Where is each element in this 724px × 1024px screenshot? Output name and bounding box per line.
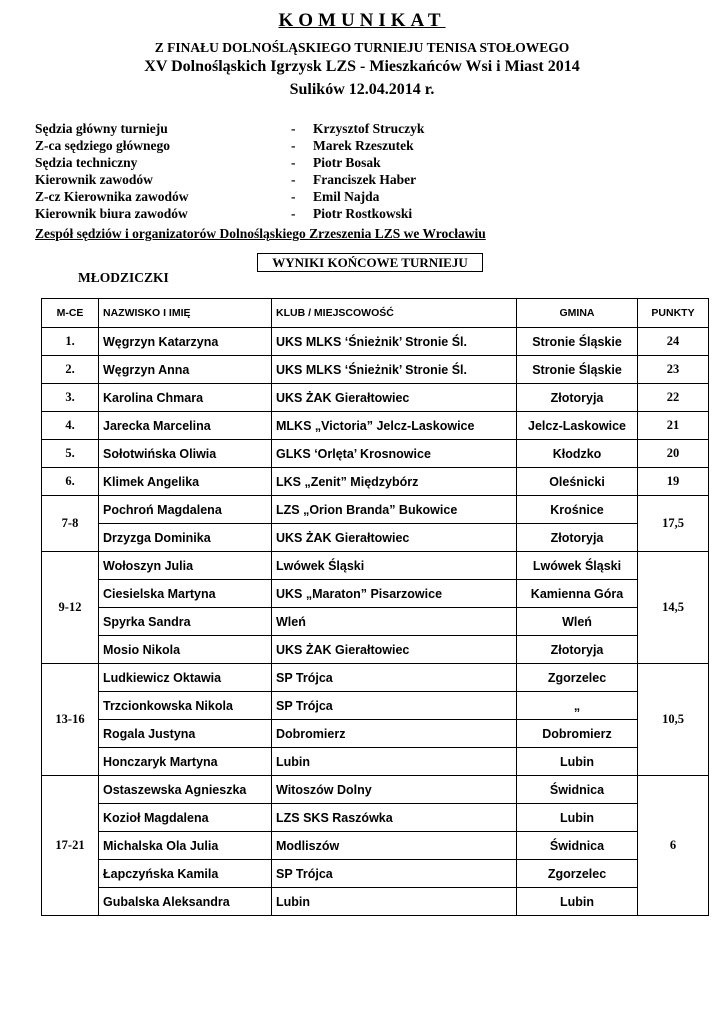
place-cell: 6. — [42, 468, 99, 496]
official-dash: - — [291, 155, 296, 170]
club-cell: Lwówek Śląski — [272, 552, 517, 580]
official-role: Sędzia główny turnieju — [35, 121, 168, 136]
gmina-cell: Lwówek Śląski — [517, 552, 638, 580]
club-cell: SP Trójca — [272, 860, 517, 888]
club-cell: UKS „Maraton” Pisarzowice — [272, 580, 517, 608]
official-name: Krzysztof Struczyk — [313, 121, 425, 136]
table-row — [42, 776, 709, 804]
gmina-cell: Lubin — [517, 888, 638, 916]
games-subtitle: XV Dolnośląskich Igrzysk LZS - Mieszkańców Wsi i Miast 2014 — [144, 58, 580, 75]
name-cell: Karolina Chmara — [99, 384, 272, 412]
official-name: Piotr Rostkowski — [313, 206, 413, 221]
table-row — [42, 328, 709, 356]
gmina-cell: Jelcz-Laskowice — [517, 412, 638, 440]
official-role: Z-cz Kierownika zawodów — [35, 189, 189, 204]
official-name: Emil Najda — [313, 189, 380, 204]
official-row — [35, 120, 424, 137]
name-cell: Ludkiewicz Oktawia — [99, 664, 272, 692]
club-cell: Lubin — [272, 748, 517, 776]
place-cell: 2. — [42, 356, 99, 384]
table-row — [42, 580, 709, 608]
table-row — [42, 832, 709, 860]
place-cell: 17-21 — [42, 776, 99, 916]
points-cell: 20 — [638, 440, 709, 468]
header-gmina: GMINA — [517, 299, 638, 328]
header-points: PUNKTY — [638, 299, 709, 328]
place-cell: 5. — [42, 440, 99, 468]
official-name: Franciszek Haber — [313, 172, 417, 187]
table-row — [42, 888, 709, 916]
official-row — [35, 154, 424, 171]
table-row — [42, 496, 709, 524]
gmina-cell: Kłodzko — [517, 440, 638, 468]
table-header-row — [42, 299, 709, 328]
club-cell: MLKS „Victoria” Jelcz-Laskowice — [272, 412, 517, 440]
place-cell: 13-16 — [42, 664, 99, 776]
place-date: Sulików 12.04.2014 r. — [289, 81, 435, 98]
official-row — [35, 205, 424, 222]
place-cell: 9-12 — [42, 552, 99, 664]
club-cell: Witoszów Dolny — [272, 776, 517, 804]
official-role: Kierownik biura zawodów — [35, 206, 188, 221]
gmina-cell: Zgorzelec — [517, 664, 638, 692]
club-cell: UKS ŻAK Gierałtowiec — [272, 636, 517, 664]
official-name: Piotr Bosak — [313, 155, 381, 170]
name-cell: Węgrzyn Anna — [99, 356, 272, 384]
club-cell: SP Trójca — [272, 692, 517, 720]
name-cell: Kozioł Magdalena — [99, 804, 272, 832]
club-cell: LZS SKS Raszówka — [272, 804, 517, 832]
table-row — [42, 468, 709, 496]
name-cell: Klimek Angelika — [99, 468, 272, 496]
official-row — [35, 171, 424, 188]
table-row — [42, 384, 709, 412]
official-name: Marek Rzeszutek — [313, 138, 414, 153]
gmina-cell: Złotoryja — [517, 384, 638, 412]
results-label: WYNIKI KOŃCOWE TURNIEJU — [257, 253, 483, 272]
table-row — [42, 664, 709, 692]
officials-list — [35, 120, 424, 222]
table-row — [42, 804, 709, 832]
points-cell: 6 — [638, 776, 709, 916]
club-cell: UKS MLKS ‘Śnieżnik’ Stronie Śl. — [272, 328, 517, 356]
points-cell: 24 — [638, 328, 709, 356]
gmina-cell: Krośnice — [517, 496, 638, 524]
table-row — [42, 552, 709, 580]
name-cell: Michalska Ola Julia — [99, 832, 272, 860]
place-cell: 3. — [42, 384, 99, 412]
gmina-cell: Wleń — [517, 608, 638, 636]
points-cell: 14,5 — [638, 552, 709, 664]
place-cell: 4. — [42, 412, 99, 440]
table-row — [42, 356, 709, 384]
official-dash: - — [291, 189, 296, 204]
gmina-cell: Zgorzelec — [517, 860, 638, 888]
gmina-cell: Lubin — [517, 748, 638, 776]
name-cell: Honczaryk Martyna — [99, 748, 272, 776]
category-label: MŁODZICZKI — [78, 270, 169, 285]
club-cell: LKS „Zenit” Międzybórz — [272, 468, 517, 496]
gmina-cell: Świdnica — [517, 776, 638, 804]
table-row — [42, 720, 709, 748]
gmina-cell: Lubin — [517, 804, 638, 832]
name-cell: Wołoszyn Julia — [99, 552, 272, 580]
points-cell: 17,5 — [638, 496, 709, 552]
club-cell: Wleń — [272, 608, 517, 636]
club-cell: UKS MLKS ‘Śnieżnik’ Stronie Śl. — [272, 356, 517, 384]
results-table — [41, 298, 709, 916]
name-cell: Sołotwińska Oliwia — [99, 440, 272, 468]
points-cell: 21 — [638, 412, 709, 440]
gmina-cell: Dobromierz — [517, 720, 638, 748]
official-dash: - — [291, 206, 296, 221]
official-role: Kierownik zawodów — [35, 172, 153, 187]
name-cell: Rogala Justyna — [99, 720, 272, 748]
official-role: Z-ca sędziego głównego — [35, 138, 170, 153]
gmina-cell: Złotoryja — [517, 524, 638, 552]
header-place: M-CE — [42, 299, 99, 328]
gmina-cell: Stronie Śląskie — [517, 328, 638, 356]
points-cell: 23 — [638, 356, 709, 384]
name-cell: Łapczyńska Kamila — [99, 860, 272, 888]
place-cell: 1. — [42, 328, 99, 356]
gmina-cell: „ — [517, 692, 638, 720]
name-cell: Ciesielska Martyna — [99, 580, 272, 608]
name-cell: Ostaszewska Agnieszka — [99, 776, 272, 804]
document-title: KOMUNIKAT — [278, 10, 446, 31]
official-row — [35, 188, 424, 205]
header-club: KLUB / MIEJSCOWOŚĆ — [272, 299, 517, 328]
points-cell: 19 — [638, 468, 709, 496]
table-row — [42, 440, 709, 468]
official-dash: - — [291, 121, 296, 136]
gmina-cell: Złotoryja — [517, 636, 638, 664]
name-cell: Węgrzyn Katarzyna — [99, 328, 272, 356]
name-cell: Pochroń Magdalena — [99, 496, 272, 524]
name-cell: Spyrka Sandra — [99, 608, 272, 636]
organizers-line: Zespół sędziów i organizatorów Dolnośląskiego Zrzeszenia LZS we Wrocławiu — [35, 226, 486, 241]
club-cell: SP Trójca — [272, 664, 517, 692]
official-row — [35, 137, 424, 154]
name-cell: Gubalska Aleksandra — [99, 888, 272, 916]
gmina-cell: Kamienna Góra — [517, 580, 638, 608]
header-name: NAZWISKO I IMIĘ — [99, 299, 272, 328]
gmina-cell: Świdnica — [517, 832, 638, 860]
results-body — [42, 328, 709, 916]
official-role: Sędzia techniczny — [35, 155, 138, 170]
name-cell: Drzyzga Dominika — [99, 524, 272, 552]
gmina-cell: Oleśnicki — [517, 468, 638, 496]
points-cell: 10,5 — [638, 664, 709, 776]
club-cell: LZS „Orion Branda” Bukowice — [272, 496, 517, 524]
tournament-subtitle: Z FINAŁU DOLNOŚLĄSKIEGO TURNIEJU TENISA STOŁOWEGO — [154, 40, 570, 55]
table-row — [42, 692, 709, 720]
name-cell: Jarecka Marcelina — [99, 412, 272, 440]
name-cell: Trzcionkowska Nikola — [99, 692, 272, 720]
club-cell: Dobromierz — [272, 720, 517, 748]
club-cell: Modliszów — [272, 832, 517, 860]
club-cell: UKS ŻAK Gierałtowiec — [272, 524, 517, 552]
club-cell: UKS ŻAK Gierałtowiec — [272, 384, 517, 412]
club-cell: GLKS ‘Orlęta’ Krosnowice — [272, 440, 517, 468]
official-dash: - — [291, 172, 296, 187]
club-cell: Lubin — [272, 888, 517, 916]
points-cell: 22 — [638, 384, 709, 412]
table-row — [42, 608, 709, 636]
place-cell: 7-8 — [42, 496, 99, 552]
gmina-cell: Stronie Śląskie — [517, 356, 638, 384]
official-dash: - — [291, 138, 296, 153]
name-cell: Mosio Nikola — [99, 636, 272, 664]
table-row — [42, 748, 709, 776]
table-row — [42, 636, 709, 664]
table-row — [42, 860, 709, 888]
table-row — [42, 524, 709, 552]
table-row — [42, 412, 709, 440]
